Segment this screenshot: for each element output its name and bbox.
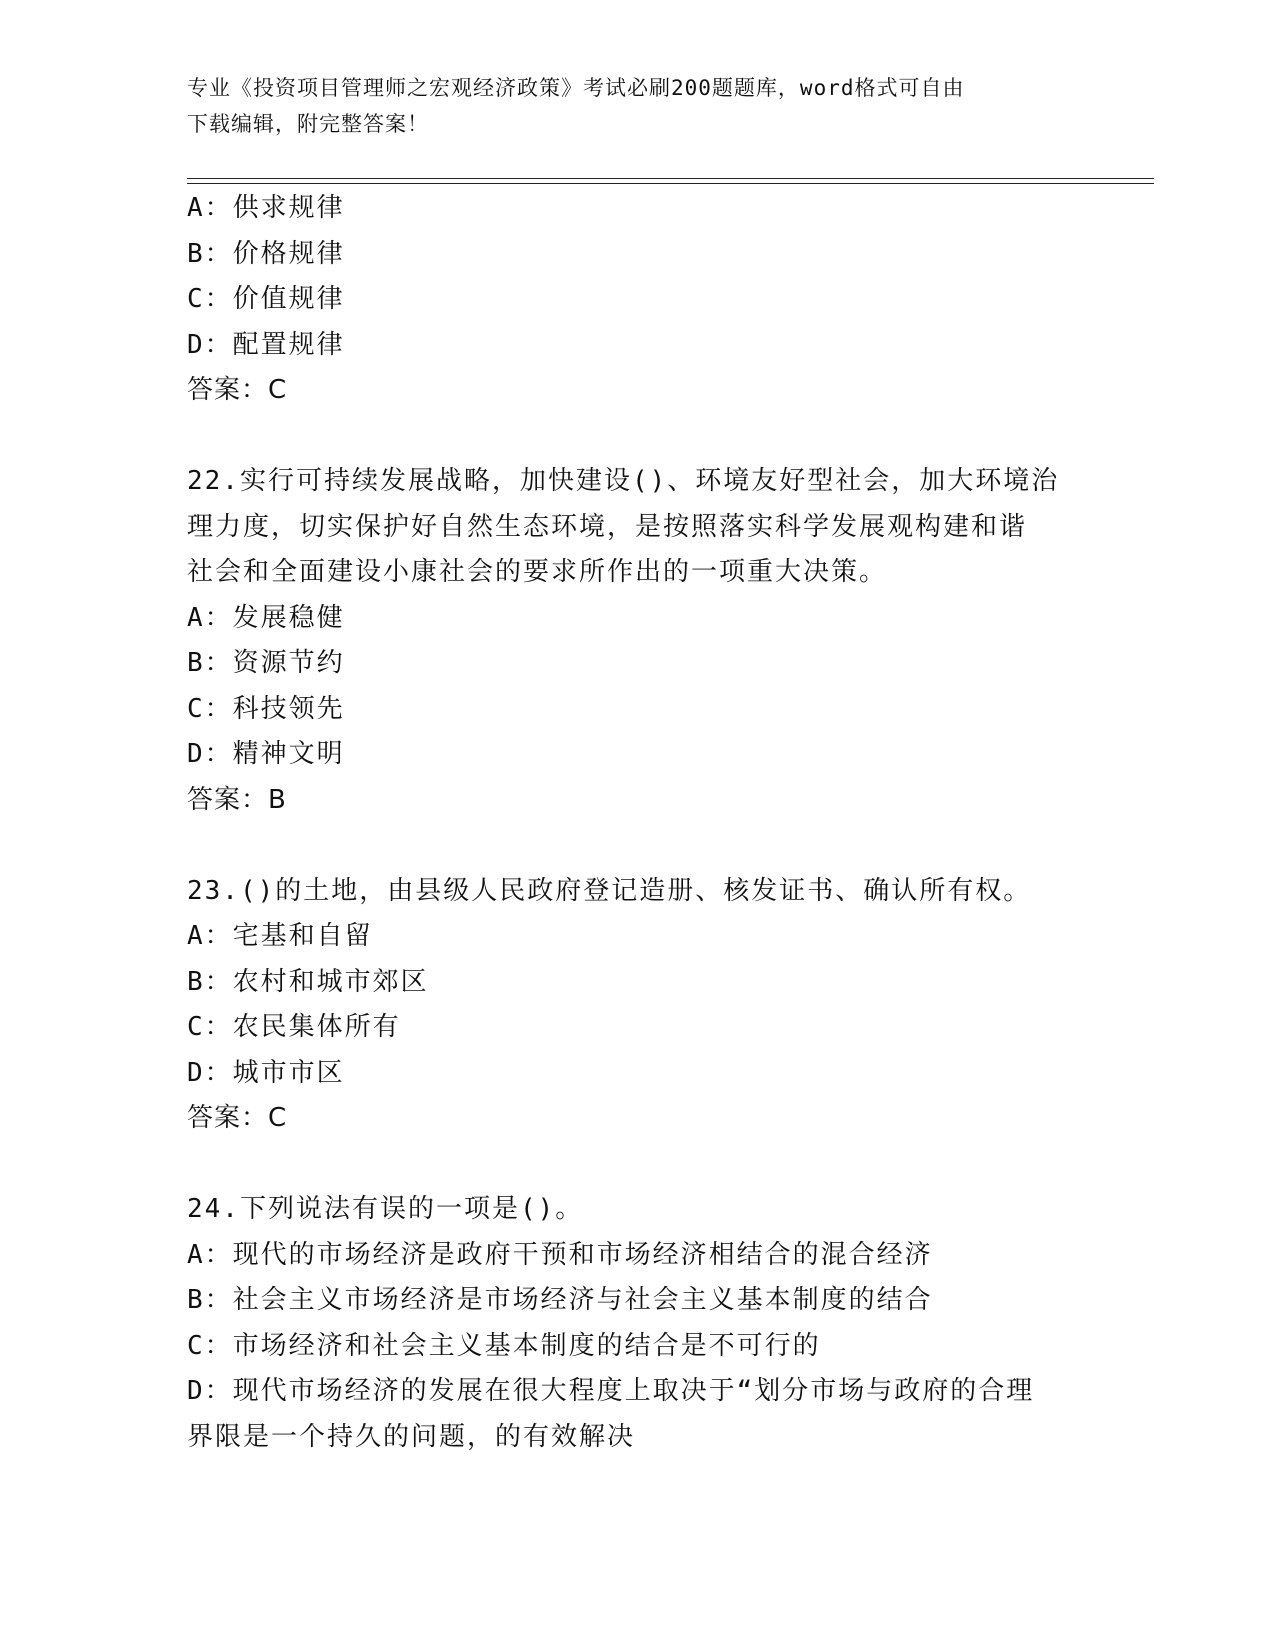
question-23: [187, 869, 1087, 1142]
header-line-1: 专业《投资项目管理师之宏观经济政策》考试必刷200题题库，word格式可自由: [187, 76, 965, 100]
option-c: C：市场经济和社会主义基本制度的结合是不可行的: [187, 1330, 821, 1361]
spacer: [187, 823, 1087, 869]
option-d: D：配置规律: [187, 329, 345, 360]
question-21: [187, 186, 1087, 414]
option-d-continuation: 界限是一个持久的问题，的有效解决: [187, 1421, 636, 1452]
option-b: B：农村和城市郊区: [187, 966, 429, 997]
question-24: [187, 1187, 1087, 1460]
question-stem-line: 22.实行可持续发展战略，加快建设()、环境友好型社会，加大环境治: [187, 466, 1060, 496]
header-line-2: 下载编辑，附完整答案！: [187, 112, 429, 136]
option-d: D：现代市场经济的发展在很大程度上取决于“划分市场与政府的合理: [187, 1376, 1035, 1406]
question-stem-line: 23.()的土地，由县级人民政府登记造册、核发证书、确认所有权。: [187, 875, 1032, 906]
option-d: D：精神文明: [187, 739, 345, 769]
header-divider-top: [187, 178, 1154, 179]
option-a: A：宅基和自留: [187, 921, 373, 951]
option-a: A：供求规律: [187, 193, 345, 223]
option-c: C：农民集体所有: [187, 1012, 401, 1042]
spacer: [187, 1142, 1087, 1188]
header-divider-bottom: [187, 183, 1154, 184]
question-list: [187, 186, 1087, 1460]
option-b: B：资源节约: [187, 648, 345, 678]
question-stem-line: 理力度，切实保护好自然生态环境，是按照落实科学发展观构建和谐: [187, 511, 1028, 542]
answer-line: 答案：C: [187, 1103, 288, 1133]
option-d: D：城市市区: [187, 1057, 345, 1088]
option-a: A：发展稳健: [187, 602, 345, 633]
spacer: [187, 414, 1087, 460]
option-c: C：价值规律: [187, 284, 345, 314]
option-b: B：社会主义市场经济是市场经济与社会主义基本制度的结合: [187, 1285, 933, 1315]
option-a: A：现代的市场经济是政府干预和市场经济相结合的混合经济: [187, 1239, 933, 1270]
document-header: [187, 70, 1067, 142]
option-c: C：科技领先: [187, 693, 345, 724]
answer-line: 答案：B: [187, 784, 287, 815]
question-stem-line: 24.下列说法有误的一项是()。: [187, 1194, 584, 1224]
question-22: [187, 459, 1087, 823]
option-b: B：价格规律: [187, 238, 345, 269]
question-stem-line: 社会和全面建设小康社会的要求所作出的一项重大决策。: [187, 557, 888, 587]
answer-line: 答案：C: [187, 375, 288, 405]
